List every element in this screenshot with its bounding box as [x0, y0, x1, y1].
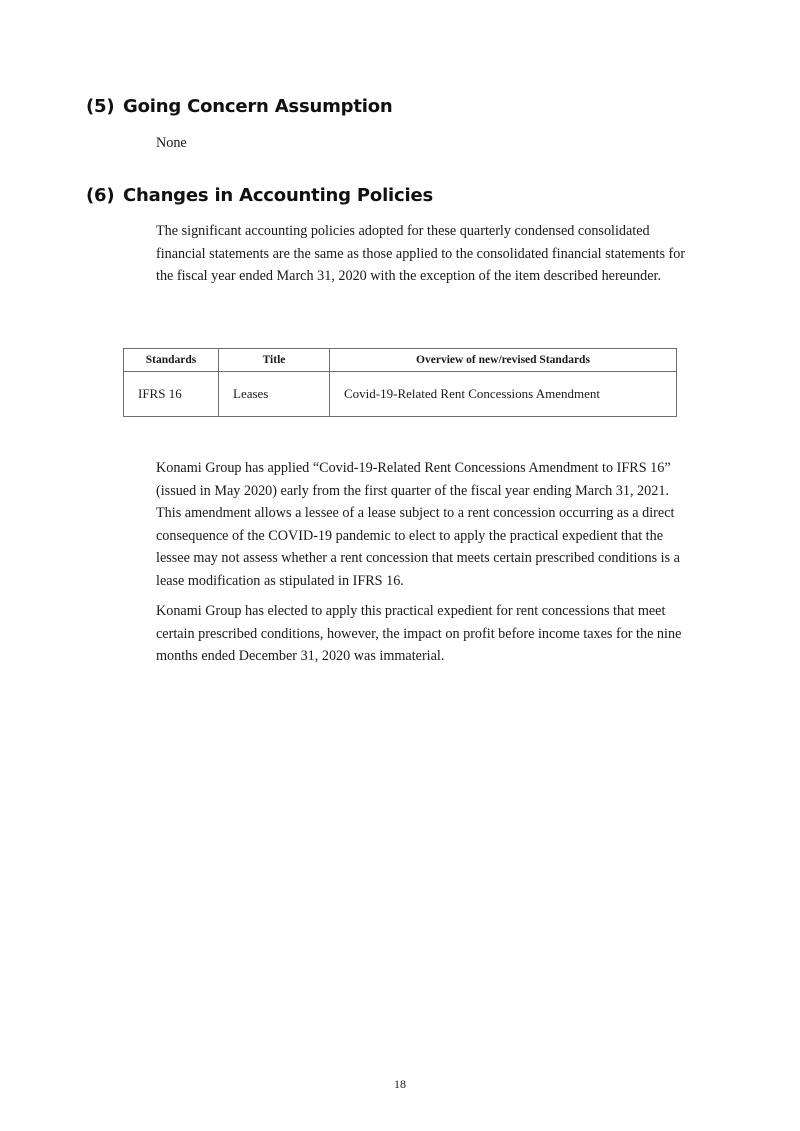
column-header-title: Title: [219, 349, 330, 372]
going-concern-body: None: [156, 135, 187, 151]
accounting-policies-intro: The significant accounting policies adopted for these quarterly condensed consolidated financial statements are the same as those applied to the consolidated financial statements for the fiscal year ended March 31, 2020 with the exception of the item described hereunder.: [156, 223, 686, 284]
cell-title: Leases: [219, 372, 330, 417]
table-row: [124, 372, 677, 417]
cell-standard: IFRS 16: [124, 372, 219, 417]
column-header-overview: Overview of new/revised Standards: [330, 349, 677, 372]
section-title: Going Concern Assumption: [123, 96, 393, 117]
section-heading-going-concern: [86, 96, 392, 118]
table-header-row: [124, 349, 677, 372]
section-number: (6): [86, 185, 115, 206]
page-number: 18: [394, 1077, 406, 1091]
standards-table: [123, 348, 677, 417]
cell-overview: Covid-19-Related Rent Concessions Amendment: [330, 372, 677, 417]
column-header-standards: Standards: [124, 349, 219, 372]
practical-expedient-paragraph: Konami Group has elected to apply this practical expedient for rent concessions that meet certain prescribed conditions, however, the impact on profit before income taxes for the nine months ended December 31, 2020 was immaterial.: [156, 603, 682, 664]
section-heading-accounting-policies: [86, 185, 433, 207]
amendment-application-paragraph: Konami Group has applied “Covid-19-Related Rent Concessions Amendment to IFRS 16” (issued in May 2020) early from the first quarter of the fiscal year ending March 31, 2021. This amendment allows a lessee of a lease subject to a rent concession occurring as a direct consequence of the COVID-19 pandemic to elect to apply the practical expedient that the lessee may not assess whether a rent concession that meets certain prescribed conditions is a lease modification as stipulated in IFRS 16.: [156, 460, 680, 589]
section-title: Changes in Accounting Policies: [123, 185, 433, 206]
section-number: (5): [86, 96, 115, 117]
